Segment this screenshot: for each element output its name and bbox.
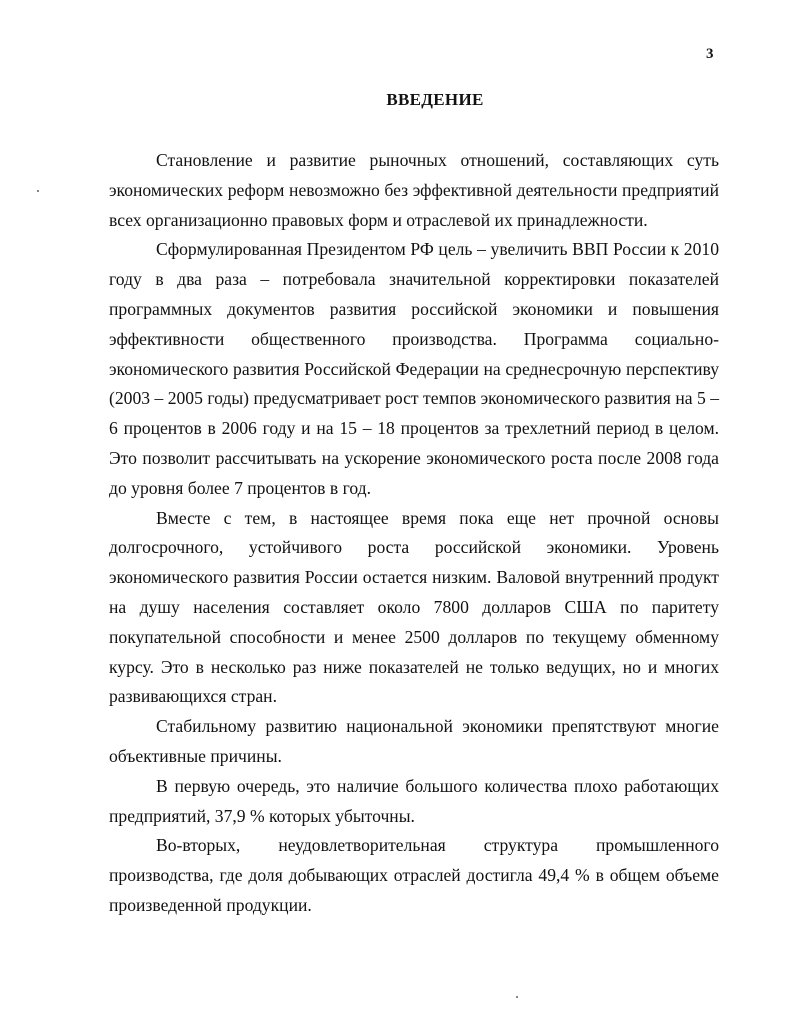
paragraph-1: Становление и развитие рыночных отношений, составляющих суть экономических реформ невозможно без эффективной деятельности предприятий всех организационно правовых форм и отраслевой их принадлежности. <box>109 150 719 230</box>
scan-speck <box>37 190 39 192</box>
paragraph-6: Во-вторых, неудовлетворительная структура промышленного производства, где доля добывающих отраслей достигла 49,4 % в общем объеме произведенной продукции. <box>109 835 719 915</box>
scan-speck <box>516 996 518 998</box>
paragraph-2: Сформулированная Президентом РФ цель – увеличить ВВП России к 2010 году в два раза – потребовала значительной корректировки показателей программных документов развития российской экономики и повышения эффективности общественного производства. Программа социально-экономического развития Российской Федерации на среднесрочную перспективу (2003 – 2005 годы) предусматривает рост темпов экономического развития на 5 – 6 процентов в 2006 году и на 15 – 18 процентов за трехлетний период в целом. Это позволит рассчитывать на ускорение экономического роста после 2008 года до уровня более 7 процентов в год. <box>109 239 719 498</box>
page-number: 3 <box>706 46 714 62</box>
body-text <box>109 146 719 921</box>
paragraph-5: В первую очередь, это наличие большого количества плохо работающих предприятий, 37,9 % которых убыточны. <box>109 775 719 826</box>
paragraph-4: Стабильному развитию национальной экономики препятствуют многие объективные причины. <box>109 716 719 766</box>
page-title: ВВЕДЕНИЕ <box>386 90 484 109</box>
paragraph-3: Вместе с тем, в настоящее время пока еще нет прочной основы долгосрочного, устойчивого роста российской экономики. Уровень экономического развития России остается низким. Валовой внутренний продукт на душу населения составляет около 7800 долларов США по паритету покупательной способности и менее 2500 долларов по текущему обменному курсу. Это в несколько раз ниже показателей не только ведущих, но и многих развивающихся стран. <box>109 507 719 707</box>
